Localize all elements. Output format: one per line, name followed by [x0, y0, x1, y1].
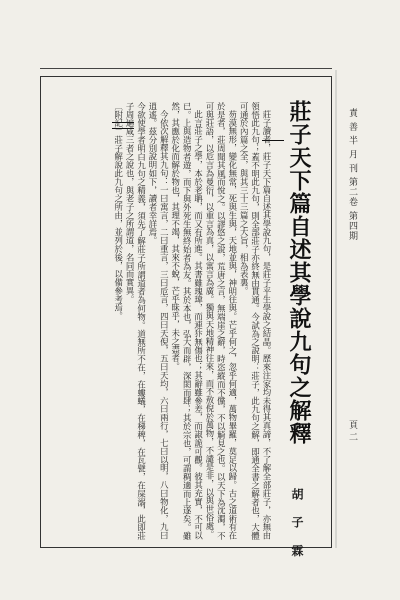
- page-number: 頁 二: [347, 420, 357, 441]
- paragraph: 今依次解釋其九句：一曰寓言，二曰重言，三曰卮言，四曰天倪，五曰天均，六曰兩行，七曰以明，八曰物化，九曰逍遙。茲分別說明如下，讀者幸詳焉。: [147, 102, 170, 540]
- paragraph: 〔附記〕莊子解說此九句之所由，並列於後，以備參考焉。: [113, 102, 124, 321]
- paragraph: 此言莊子之學，本於老聃，而又有所進。其書雖瑰瑋，而連犿無傷也；其辭雖參差，而諔詭可觀。彼其充實，不可以已。上與造物者遊，而下與外死生無終始者為友。其於本也，弘大而辟，深閎而肆；其於宗也，可謂稠適而上遂矣。雖然，其應於化而解於物也，其理不竭，其來不蛻，芒乎昧乎，未之盡者。: [170, 102, 204, 540]
- article-author: 胡 子 霖: [290, 488, 304, 563]
- article-title: 莊子天下篇自述其學說九句之解釋: [286, 100, 312, 445]
- paragraph: 今欲使學者明白九句之精義，須先了解莊子所謂道者為何物。道無所不在，在螻蟻，在稊稗，在瓦甓，在屎溺，此即莊子周遍咸三者之說也，與老子之所謂道，名同而實異。: [125, 102, 147, 540]
- article-body: [60, 102, 272, 540]
- running-head: 責 善 半 月 刊 第二卷 第四期: [347, 108, 357, 242]
- top-rule: [40, 68, 332, 69]
- paragraph: 莊子讀者，莊子天下篇自述其學說九句，是莊子平生學說之結晶。歷來注家均未得其真諦，不了解全部莊子，亦無由領悟此九句；蓋不明此九句，則全部莊子亦終無由貫通。今試為之說明：莊子，此九句之解，即通全書之解者也，大體可通於內篇之全，與其三十三篇之大旨，相為表裏。: [239, 102, 272, 540]
- paragraph: 芴漠無形，變化無常，死與生與，天地並與，神明往與。芒乎何之，忽乎何適，萬物畢羅，莫足以歸。古之道術有在於是者，莊周聞其風而悅之。以謬悠之說，荒唐之言，無端崖之辭，時恣縱而不儻，不以觭見之也。以天下為沈濁，不可與莊語，以卮言為曼衍，以重言為真，以寓言為廣。獨與天地精神往來，而不敖倪於萬物，不譴是非，以與世俗處。: [204, 102, 238, 540]
